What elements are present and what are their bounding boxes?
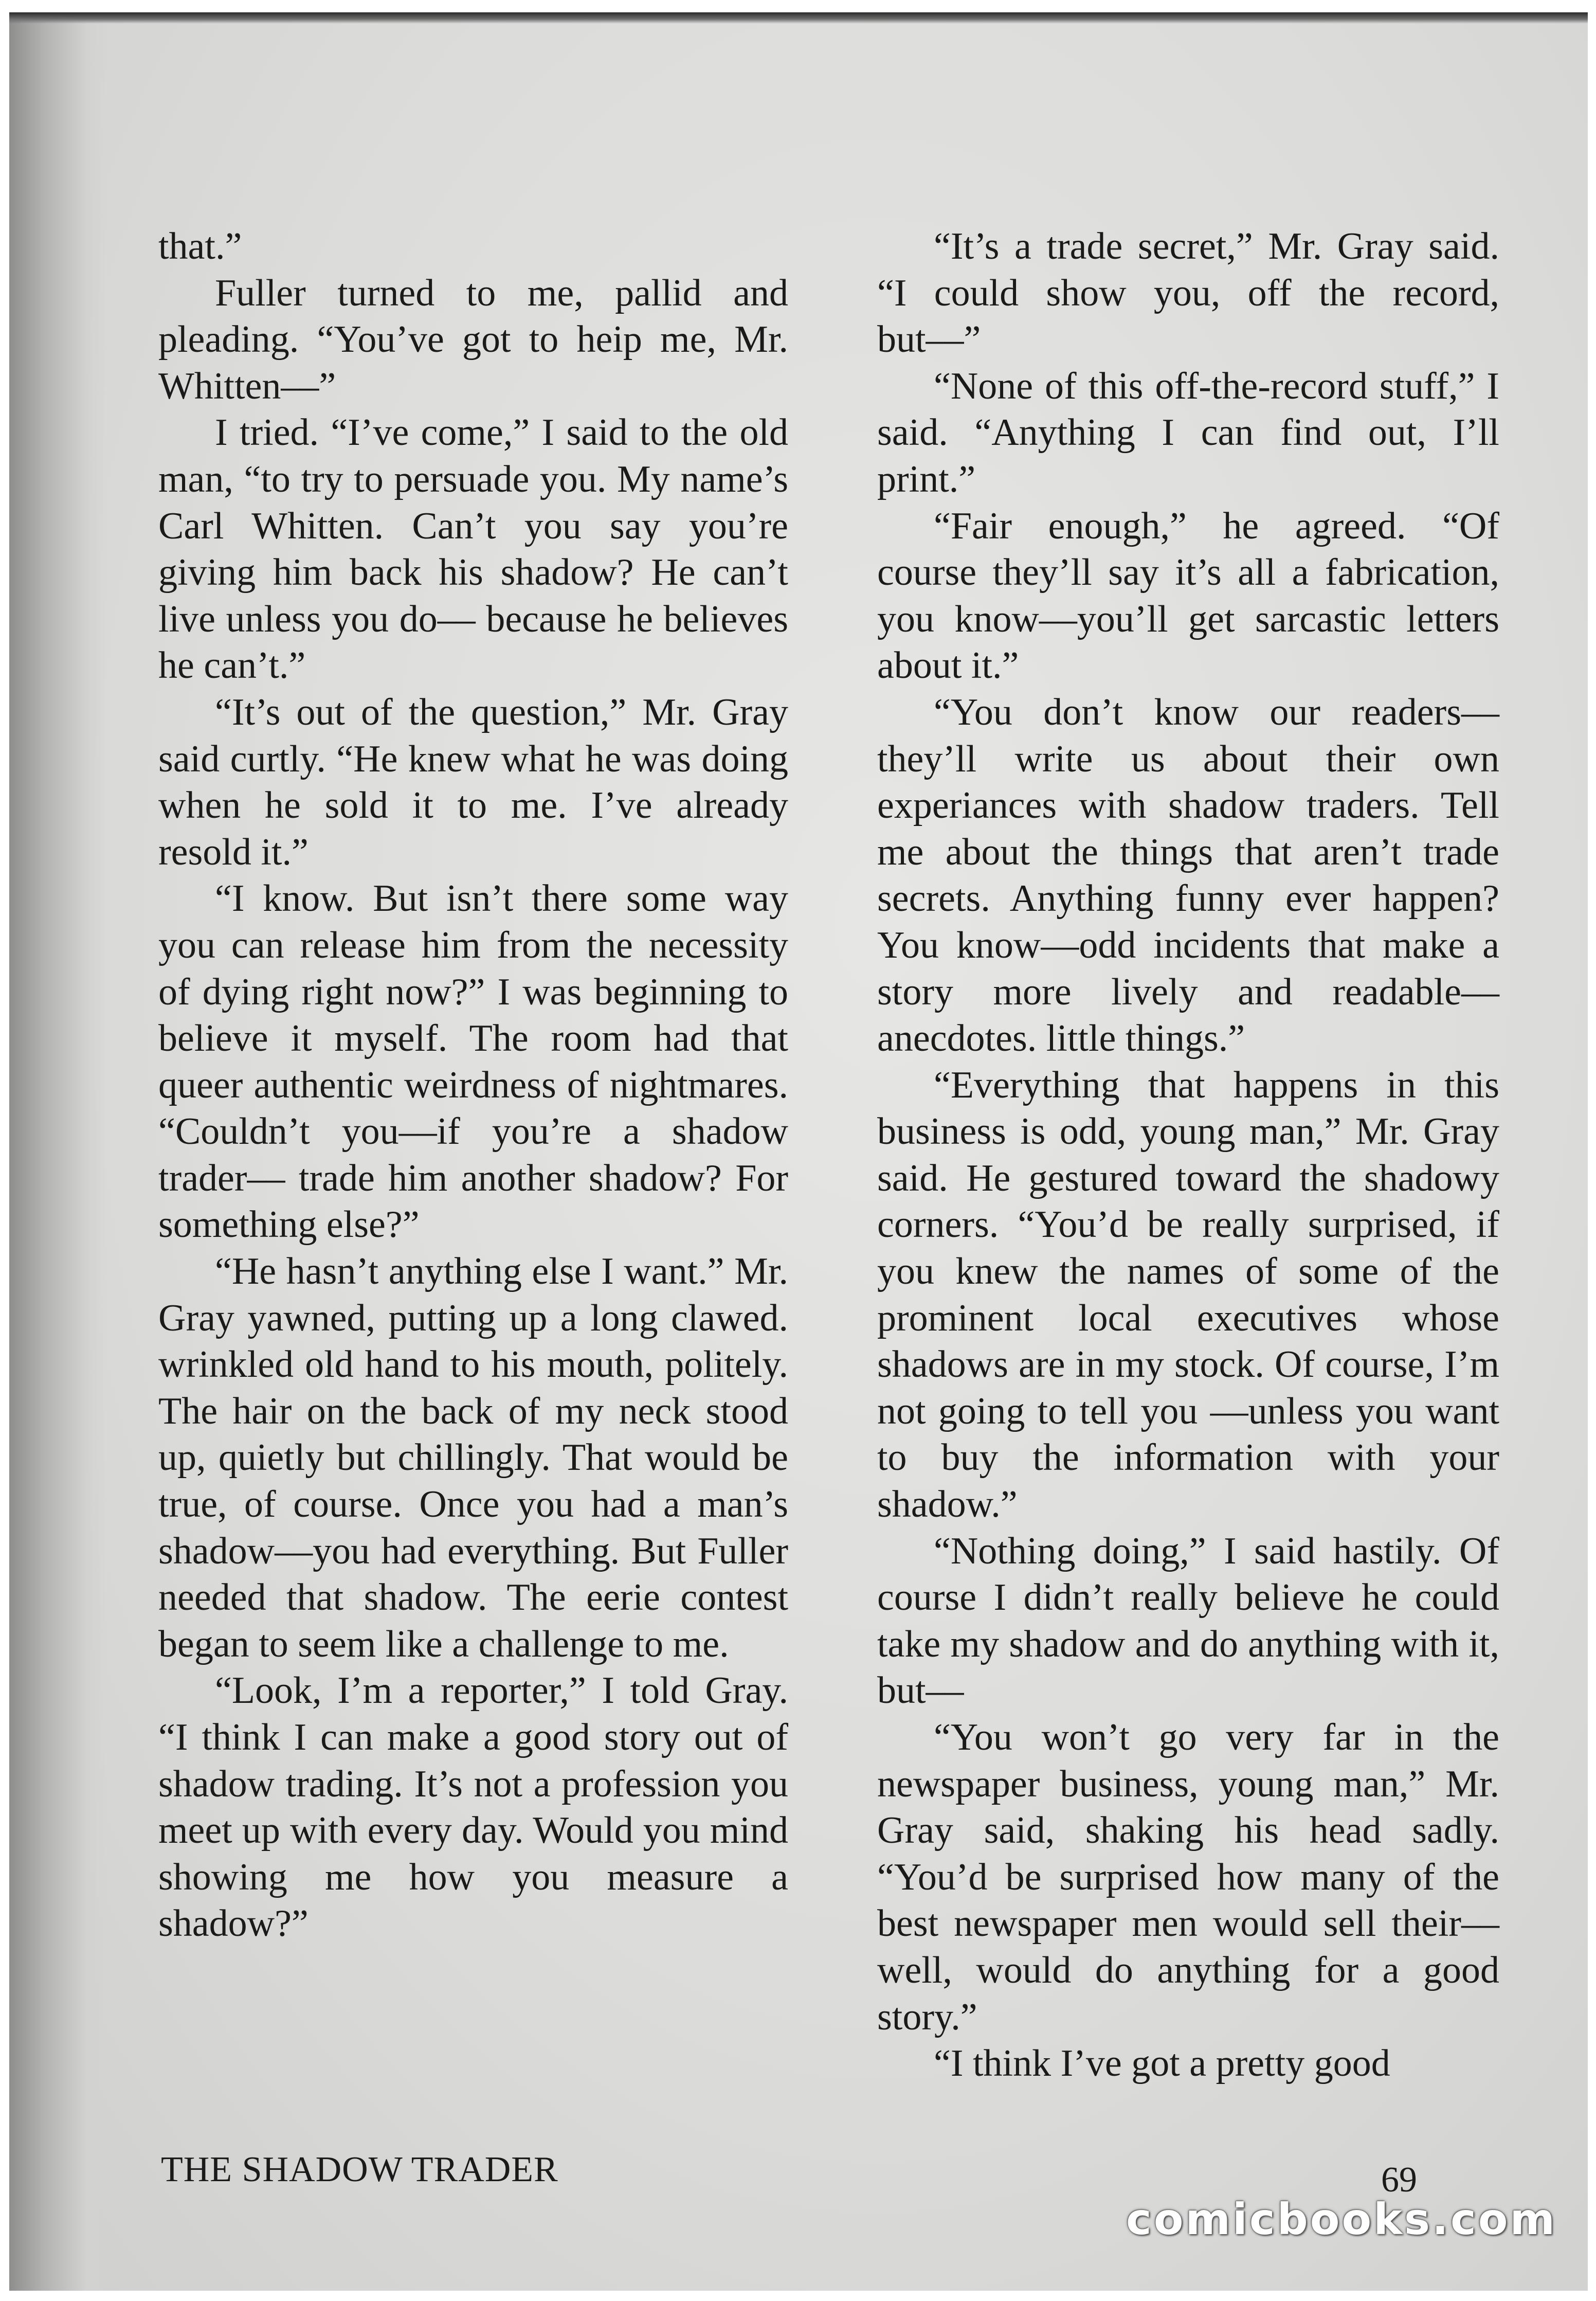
paragraph: “Look, I’m a reporter,” I told Gray. “I think I can make a good story out of shadow trading. It’s not a profession you meet up with every day. Would you mind showing me how you measure a shadow?” [158, 1669, 788, 1945]
paragraph: “It’s a trade secret,” Mr. Gray said. “I could show you, off the record, but––” [877, 225, 1499, 361]
paragraph: “I know. But isn’t there some way you can release him from the necessity of dying right now?” I was beginning to believe it myself. The room had that queer authentic weirdness of nightmares. “Couldn’t you––if you’re a shadow trader–– trade him another shadow? For something else?” [158, 877, 788, 1246]
running-footer-title: THE SHADOW TRADER [161, 2150, 558, 2189]
paragraph: “You won’t go very far in the newspaper business, young man,” Mr. Gray said, shaking his head sadly. “You’d be surprised how many of the best newspaper men would sell their––well, would do anything for a good story.” [877, 1716, 1499, 2038]
paragraph: I tried. “I’ve come,” I said to the old man, “to try to persuade you. My name’s Carl Whitten. Can’t you say you’re giving him back his shadow? He can’t live unless you do–– because he believes he can’t.” [158, 411, 788, 687]
paragraph: “Nothing doing,” I said hastily. Of course I didn’t really believe he could take my shadow and do anything with it, but–– [877, 1530, 1499, 1712]
page-number: 69 [1381, 2160, 1417, 2200]
paragraph: “It’s out of the question,” Mr. Gray said curtly. “He knew what he was doing when he sold it to me. I’ve already resold it.” [158, 691, 788, 873]
right-text-column [877, 223, 1499, 2087]
book-page [9, 12, 1588, 2291]
paragraph: “None of this off-the-record stuff,” I said. “Anything I can find out, I’ll print.” [877, 365, 1499, 500]
site-watermark: comicbooks.com [1126, 2194, 1557, 2244]
paragraph: “Everything that happens in this business is odd, young man,” Mr. Gray said. He gestured toward the shadowy corners. “You’d be really surprised, if you knew the names of some of the prominent local executives whose shadows are in my stock. Of course, I’m not going to tell you ––unless you want to buy the information with your shadow.” [877, 1064, 1499, 1526]
left-text-column [158, 223, 788, 1947]
paragraph: “Fair enough,” he agreed. “Of course they’ll say it’s all a fabrication, you know––you’ll get sarcastic letters about it.” [877, 505, 1499, 687]
paragraph: Fuller turned to me, pallid and pleading. “You’ve got to heip me, Mr. Whitten––” [158, 272, 788, 407]
paragraph: “You don’t know our readers–– they’ll write us about their own experiances with shadow traders. Tell me about the things that aren’t trade secrets. Anything funny ever happen? You know––odd incidents that make a story more lively and readable––anecdotes. little things.” [877, 691, 1499, 1060]
paragraph: that.” [158, 225, 242, 267]
paragraph: “I think I’ve got a pretty good [934, 2042, 1390, 2085]
paragraph: “He hasn’t anything else I want.” Mr. Gray yawned, putting up a long clawed. wrinkled old hand to his mouth, politely. The hair on the back of my neck stood up, quietly but chillingly. That would be true, of course. Once you had a man’s shadow––you had everything. But Fuller needed that shadow. The eerie contest began to seem like a challenge to me. [158, 1250, 788, 1665]
